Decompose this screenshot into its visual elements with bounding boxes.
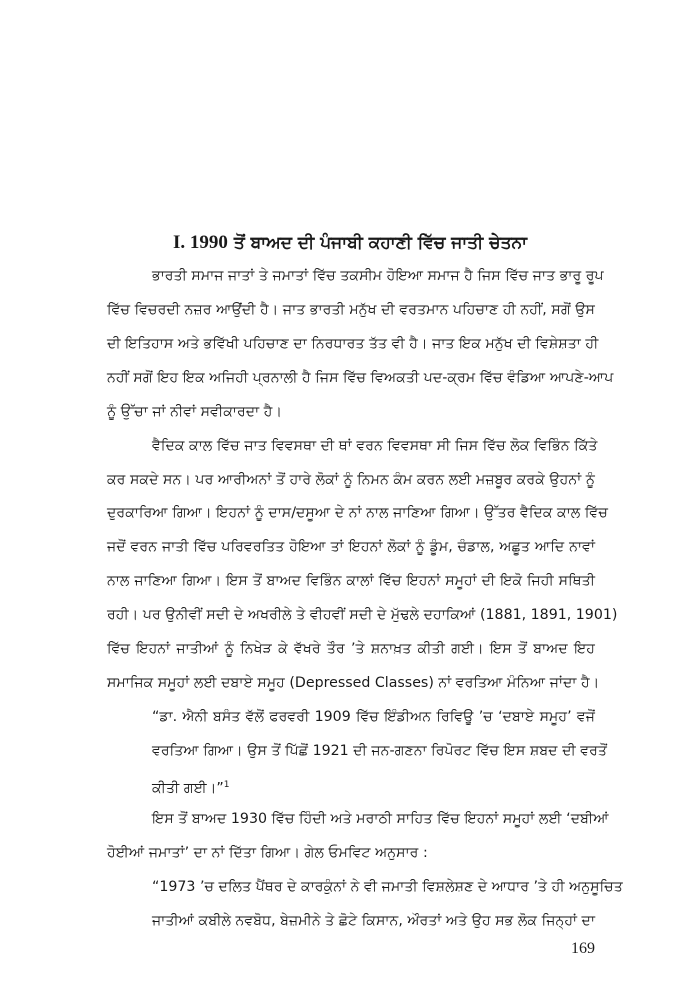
paragraph-line: ਨਾਲ ਜਾਣਿਆ ਗਿਆ। ਇਸ ਤੋਂ ਬਾਅਦ ਵਿਭਿੰਨ ਕਾਲਾਂ ਵਿੱਚ ਇਹਨਾਂ ਸਮੂਹਾਂ ਦੀ ਇਕੋ ਜਿਹੀ ਸਥਿਤੀ [107,573,595,589]
quote-line: ਵਰਤਿਆ ਗਿਆ। ਉਸ ਤੋਂ ਪਿੱਛੋਂ 1921 ਦੀ ਜਨ-ਗਣਨਾ ਰਿਪੋਰਟ ਵਿੱਚ ਇਸ ਸ਼ਬਦ ਦੀ ਵਰਤੋਂ [152,743,608,759]
quote-line: “1973 ’ਚ ਦਲਿਤ ਪੈਂਥਰ ਦੇ ਕਾਰਕੁੰਨਾਂ ਨੇ ਵੀ ਜਮਾਤੀ ਵਿਸ਼ਲੇਸ਼ਣ ਦੇ ਆਧਾਰ ’ਤੇ ਹੀ ਅਨੁਸੂਚਿਤ [152,879,623,895]
page-number: 169 [571,940,595,957]
paragraph-line: ਦੀ ਇਤਿਹਾਸ ਅਤੇ ਭਵਿੱਖੀ ਪਹਿਚਾਣ ਦਾ ਨਿਰਧਾਰਤ ਤੱਤ ਵੀ ਹੈ। ਜਾਤ ਇਕ ਮਨੁੱਖ ਦੀ ਵਿਸ਼ੇਸ਼ਤਾ ਹੀ [107,336,599,352]
section-heading: I. 1990 ਤੋਂ ਬਾਅਦ ਦੀ ਪੰਜਾਬੀ ਕਹਾਣੀ ਵਿੱਚ ਜਾਤੀ ਚੇਤਨਾ [173,232,527,253]
footnote-ref[interactable]: 1 [223,780,230,790]
paragraph-line: ਵਿੱਚ ਇਹਨਾਂ ਜਾਤੀਆਂ ਨੂੰ ਨਿਖੇੜ ਕੇ ਵੱਖਰੇ ਤੌਰ ’ਤੇ ਸ਼ਨਾਖ਼ਤ ਕੀਤੀ ਗਈ। ਇਸ ਤੋਂ ਬਾਅਦ ਇਹ [107,641,595,657]
quote-line: “ਡਾ. ਐਨੀ ਬਸੰਤ ਵੱਲੋਂ ਫਰਵਰੀ 1909 ਵਿੱਚ ਇੰਡੀਅਨ ਰਿਵਿਊ ’ਚ ‘ਦਬਾਏ ਸਮੂਹ’ ਵਜੋਂ [152,709,595,725]
paragraph-line: ਸਮਾਜਿਕ ਸਮੂਹਾਂ ਲਈ ਦਬਾਏ ਸਮੂਹ (Depressed Classes) ਨਾਂ ਵਰਤਿਆ ਮੰਨਿਆ ਜਾਂਦਾ ਹੈ। [107,675,600,691]
paragraph-line: ਰਹੀ। ਪਰ ਉਨੀਵੀਂ ਸਦੀ ਦੇ ਅਖਰੀਲੇ ਤੇ ਵੀਹਵੀਂ ਸਦੀ ਦੇ ਮੁੱਢਲੇ ਦਹਾਕਿਆਂ (1881, 1891, 1901) [107,607,618,623]
paragraph-line: ਦੁਰਕਾਰਿਆ ਗਿਆ। ਇਹਨਾਂ ਨੂੰ ਦਾਸ/ਦਸੂਆ ਦੇ ਨਾਂ ਨਾਲ ਜਾਣਿਆ ਗਿਆ। ਉੱਤਰ ਵੈਦਿਕ ਕਾਲ ਵਿੱਚ [107,505,608,521]
paragraph-line: ਵੈਦਿਕ ਕਾਲ ਵਿੱਚ ਜਾਤ ਵਿਵਸਥਾ ਦੀ ਥਾਂ ਵਰਨ ਵਿਵਸਥਾ ਸੀ ਜਿਸ ਵਿੱਚ ਲੋਕ ਵਿਭਿੰਨ ਕਿੱਤੇ [152,438,598,454]
paragraph-line: ਹੋਈਆਂ ਜਮਾਤਾਂ’ ਦਾ ਨਾਂ ਦਿੱਤਾ ਗਿਆ। ਗੇਲ ਓਮਵਿਟ ਅਨੁਸਾਰ : [107,845,428,861]
quote-line: ਕੀਤੀ ਗਈ।”$^1$ [152,780,230,797]
paragraph-line: ਨੂੰ ਉੱਚਾ ਜਾਂ ਨੀਵਾਂ ਸਵੀਕਾਰਦਾ ਹੈ। [107,404,283,420]
paragraph-line: ਜਦੋਂ ਵਰਨ ਜਾਤੀ ਵਿੱਚ ਪਰਿਵਰਤਿਤ ਹੋਇਆ ਤਾਂ ਇਹਨਾਂ ਲੋਕਾਂ ਨੂੰ ਡੂੰਮ, ਚੰਡਾਲ, ਅਛੂਤ ਆਦਿ ਨਾਵਾਂ [107,539,595,555]
paragraph-line: ਕਰ ਸਕਦੇ ਸਨ। ਪਰ ਆਰੀਅਨਾਂ ਤੋਂ ਹਾਰੇ ਲੋਕਾਂ ਨੂੰ ਨਿਮਨ ਕੰਮ ਕਰਨ ਲਈ ਮਜ਼ਬੂਰ ਕਰਕੇ ਉਹਨਾਂ ਨੂੰ [107,472,595,488]
paragraph-line: ਨਹੀਂ ਸਗੋਂ ਇਹ ਇਕ ਅਜਿਹੀ ਪ੍ਰਨਾਲੀ ਹੈ ਜਿਸ ਵਿੱਚ ਵਿਅਕਤੀ ਪਦ-ਕ੍ਰਮ ਵਿੱਚ ਵੰਡਿਆ ਆਪਣੇ-ਆਪ [107,370,614,386]
paragraph-line: ਵਿੱਚ ਵਿਚਰਦੀ ਨਜ਼ਰ ਆਉਂਦੀ ਹੈ। ਜਾਤ ਭਾਰਤੀ ਮਨੁੱਖ ਦੀ ਵਰਤਮਾਨ ਪਹਿਚਾਣ ਹੀ ਨਹੀਂ, ਸਗੋਂ ਉਸ [107,302,595,318]
quote-line: ਜਾਤੀਆਂ ਕਬੀਲੇ ਨਵਬੋਧ, ਬੇਜ਼ਮੀਨੇ ਤੇ ਛੋਟੇ ਕਿਸਾਨ, ਔਰਤਾਂ ਅਤੇ ਉਹ ਸਭ ਲੋਕ ਜਿਨ੍ਹਾਂ ਦਾ [152,913,596,929]
paragraph-line: ਇਸ ਤੋਂ ਬਾਅਦ 1930 ਵਿੱਚ ਹਿੰਦੀ ਅਤੇ ਮਰਾਠੀ ਸਾਹਿਤ ਵਿੱਚ ਇਹਨਾਂ ਸਮੂਹਾਂ ਲਈ ‘ਦਬੀਆਂ [152,811,609,827]
paragraph-line: ਭਾਰਤੀ ਸਮਾਜ ਜਾਤਾਂ ਤੇ ਜਮਾਤਾਂ ਵਿੱਚ ਤਕਸੀਮ ਹੋਇਆ ਸਮਾਜ ਹੈ ਜਿਸ ਵਿੱਚ ਜਾਤ ਭਾਰੂ ਰੂਪ [152,268,604,284]
